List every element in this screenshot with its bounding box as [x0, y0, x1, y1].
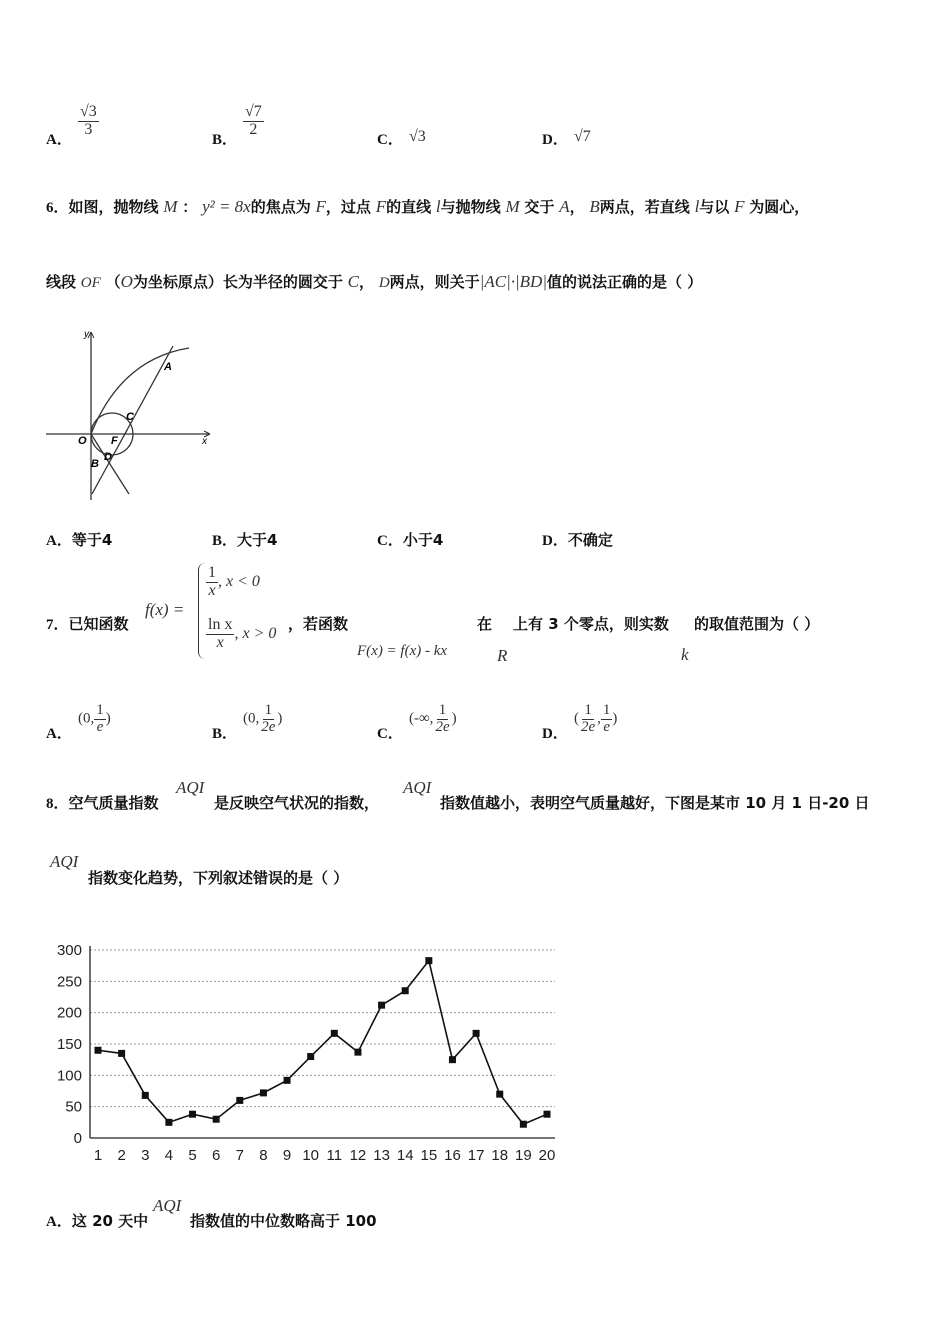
aqi-data-point	[189, 1111, 196, 1118]
q7-text: 上有 3 个零点，则实数	[513, 615, 669, 633]
q6-option-a	[46, 529, 112, 550]
q7-piece1	[206, 565, 260, 600]
frac-den: e	[96, 718, 104, 735]
q5-a-denominator: 3	[84, 120, 93, 138]
q8-option-a	[46, 1210, 148, 1231]
q7-option-c-value	[409, 703, 457, 736]
x-tick-label: 7	[235, 1147, 244, 1164]
y-tick-label: 100	[56, 1067, 82, 1085]
q6-text: ，过点	[325, 198, 371, 216]
x-tick-label: 6	[211, 1147, 221, 1164]
y-tick-label: 300	[56, 942, 82, 959]
x-tick-label: 19	[515, 1147, 532, 1164]
q7-text: ，若函数	[288, 615, 349, 633]
option-label: B．	[212, 533, 238, 549]
frac-den: 2e	[581, 718, 596, 735]
q6-math-M: M	[505, 197, 520, 216]
q7-piece2-condition: , x > 0	[234, 624, 277, 642]
aqi-data-point	[213, 1116, 220, 1123]
frac-num: 1	[264, 702, 273, 718]
interval-right: )	[105, 710, 111, 727]
q8-text: 是反映空气状况的指数，	[214, 794, 380, 812]
q6-line2	[46, 271, 702, 292]
interval-left: (-∞,	[409, 710, 434, 727]
q7-brace	[198, 563, 205, 659]
q8-text: 空气质量指数	[68, 794, 159, 812]
q5-option-c-value: √3	[409, 128, 426, 145]
q7-option-d-label: D．	[542, 726, 568, 742]
q6-math-D: D	[378, 275, 390, 291]
q7-piece1-den: x	[208, 581, 216, 599]
q6-text: 的焦点为	[250, 198, 311, 216]
y-tick-label: 0	[73, 1130, 82, 1147]
aqi-data-point	[284, 1077, 291, 1084]
q7-piece1-condition: , x < 0	[218, 572, 260, 590]
x-tick-label: 10	[302, 1147, 320, 1164]
q6-text: （	[105, 273, 121, 291]
q5-c-radicand: 3	[417, 128, 426, 145]
q7-piece1-num: 1	[208, 564, 216, 581]
label-D: D	[104, 451, 112, 463]
x-tick-label: 4	[164, 1147, 174, 1164]
q6-text: 两点，若直线	[599, 198, 690, 216]
option-label: A．	[46, 533, 72, 549]
label-x: x	[202, 436, 207, 447]
x-tick-label: 17	[467, 1147, 485, 1164]
q7-option-b-label: B．	[212, 726, 238, 742]
q6-text: ，	[359, 273, 375, 291]
q7-option-d-value: ( $\frac{1}{2e}$ , $\frac{1}{e}$ )	[574, 702, 618, 735]
aqi-data-point	[402, 987, 409, 994]
aqi-data-point	[260, 1089, 267, 1096]
label-C: C	[126, 411, 134, 423]
q7-text: 在	[477, 615, 493, 633]
q6-text: 为圆心，	[749, 198, 810, 216]
q5-option-d-label: D．	[542, 132, 568, 148]
x-tick-label: 1	[93, 1147, 103, 1164]
q5-d-radicand: 7	[582, 128, 591, 145]
option-text: 小于4	[402, 531, 444, 549]
x-tick-label: 11	[326, 1147, 343, 1164]
q6-text: 线段	[46, 273, 77, 291]
aqi-data-point	[520, 1121, 527, 1128]
q5-b-radicand: 7	[253, 103, 262, 120]
q6-option-b	[212, 529, 277, 550]
q5-option-a-value: $\frac{√3}{3}$	[80, 103, 97, 138]
y-tick-label: 150	[56, 1036, 82, 1053]
x-tick-label: 20	[538, 1147, 556, 1164]
q6-text: 交于	[524, 198, 555, 216]
q5-option-c-label: C．	[377, 132, 403, 148]
q5-option-a-label: A．	[46, 132, 72, 148]
option-text: 不确定	[567, 531, 613, 549]
q5-option-d-value: √7	[574, 128, 591, 145]
interval-left: (	[574, 710, 579, 727]
q5-option-b-value: $\frac{√7}{2}$	[245, 103, 262, 138]
q8-text: 指数变化趋势，下列叙述错误的是（ ）	[88, 869, 349, 887]
aqi-data-point	[236, 1097, 243, 1104]
aqi-data-point	[354, 1049, 361, 1056]
q8-math-aqi: AQI	[50, 852, 79, 871]
frac-num: 1	[96, 702, 104, 718]
y-tick-label: 250	[56, 973, 82, 991]
x-tick-label: 14	[396, 1147, 414, 1164]
aqi-data-point	[165, 1119, 172, 1126]
option-label: D．	[542, 533, 568, 549]
x-tick-label: 15	[420, 1147, 438, 1164]
y-tick-label: 50	[65, 1098, 82, 1116]
option-text: 这 20 天中	[71, 1212, 149, 1230]
q7-text: 的取值范围为（ ）	[694, 615, 820, 633]
x-tick-label: 8	[259, 1147, 268, 1164]
q6-text: 与以	[699, 198, 730, 216]
aqi-data-point	[473, 1030, 480, 1037]
q5-option-b-label: B．	[212, 132, 238, 148]
parabola-curve	[91, 348, 189, 494]
q6-text: 如图，抛物线	[68, 198, 159, 216]
option-label: A．	[46, 1214, 72, 1230]
q6-math-l: l	[694, 197, 700, 216]
frac-den: e	[603, 718, 610, 735]
option-text: 指数值的中位数略高于 100	[190, 1212, 377, 1230]
q6-option-d	[542, 529, 613, 550]
interval-left: (0,	[243, 710, 260, 727]
q6-math-parabola: y² = 8x	[202, 197, 251, 216]
aqi-line-chart	[40, 940, 570, 1175]
q6-text: ：	[182, 198, 198, 216]
x-tick-label: 16	[444, 1147, 461, 1164]
aqi-data-point	[142, 1092, 149, 1099]
q7-option-c-label: C．	[377, 726, 403, 742]
aqi-data-point	[118, 1050, 125, 1057]
frac-num: 1	[584, 702, 592, 718]
q8-text: 指数值越小，表明空气质量越好，下图是某市 10 月 1 日-20 日	[440, 794, 870, 812]
option-label: C．	[377, 533, 403, 549]
q8-math-aqi: AQI	[176, 778, 205, 797]
q7-piece2-den: x	[216, 633, 224, 651]
q6-text: 的直线	[386, 198, 432, 216]
q7-option-b-value	[243, 703, 282, 736]
q6-text: ，	[569, 198, 585, 216]
interval-right: )	[451, 710, 457, 727]
x-tick-label: 12	[349, 1147, 367, 1164]
q7-math-fx: f(x) =	[145, 600, 185, 619]
q6-math-M: M	[163, 197, 178, 216]
interval-left: (0,	[78, 710, 95, 727]
aqi-data-point	[449, 1056, 456, 1063]
frac-num: 1	[438, 702, 447, 718]
q7-option-a-value	[78, 703, 111, 736]
q6-math-F: F	[315, 197, 326, 216]
aqi-data-point	[496, 1091, 503, 1098]
q6-math-B: B	[589, 197, 600, 216]
aqi-data-point	[544, 1111, 551, 1118]
q8-math-aqi: AQI	[153, 1196, 182, 1215]
q6-math-F: F	[375, 197, 387, 216]
q6-math-O: O	[120, 272, 133, 291]
q6-math-expression: |AC|·|BD|	[479, 272, 547, 291]
x-tick-label: 5	[188, 1147, 197, 1164]
q7-math-R: R	[497, 646, 508, 665]
label-F: F	[111, 435, 118, 447]
q7-math-k: k	[681, 645, 689, 664]
q7-lead	[46, 613, 129, 634]
frac-num: 1	[602, 702, 611, 718]
q7-text: 已知函数	[68, 615, 129, 633]
q8-lead	[46, 792, 159, 813]
q6-line1	[46, 196, 809, 217]
q5-a-radicand: 3	[88, 103, 97, 120]
q7-math-Fx: F(x) = f(x) - kx	[357, 643, 448, 659]
label-y: y	[84, 329, 89, 340]
frac-den: 2e	[261, 718, 276, 735]
y-tick-label: 200	[56, 1004, 82, 1022]
q8-math-aqi: AQI	[403, 778, 432, 797]
label-O: O	[78, 435, 87, 447]
aqi-data-point	[95, 1047, 102, 1054]
q6-text: 两点，则关于	[389, 273, 480, 291]
q6-text: 为坐标原点）长为半径的圆交于	[132, 273, 343, 291]
x-tick-label: 2	[117, 1147, 126, 1164]
q6-math-l: l	[435, 197, 441, 216]
aqi-series-line	[98, 961, 547, 1125]
q6-math-F: F	[734, 197, 745, 216]
aqi-data-point	[378, 1002, 385, 1009]
q8-number: 8．	[46, 796, 69, 812]
q7-number: 7．	[46, 617, 69, 633]
frac-den: 2e	[435, 718, 450, 735]
option-text: 等于4	[71, 531, 113, 549]
x-tick-label: 3	[141, 1147, 150, 1164]
interval-right: )	[612, 710, 618, 727]
label-B: B	[91, 458, 99, 470]
aqi-data-point	[425, 957, 432, 964]
aqi-data-point	[331, 1030, 338, 1037]
q6-option-c	[377, 529, 443, 550]
q6-math-OF: OF	[80, 275, 101, 291]
q5-b-denominator: 2	[249, 120, 258, 138]
q6-text: 值的说法正确的是（ ）	[547, 273, 703, 291]
interval-right: )	[277, 710, 283, 727]
aqi-data-point	[307, 1053, 314, 1060]
q6-math-A: A	[559, 197, 570, 216]
q7-piece2	[206, 617, 276, 652]
q6-math-C: C	[347, 272, 360, 291]
option-text: 大于4	[237, 531, 278, 549]
q7-piece2-num: ln x	[208, 616, 233, 633]
q6-text: 与抛物线	[440, 198, 501, 216]
x-tick-label: 18	[491, 1147, 509, 1164]
q6-number: 6．	[46, 200, 69, 216]
x-tick-label: 9	[282, 1147, 292, 1164]
label-A: A	[164, 361, 172, 373]
q6-figure	[42, 324, 217, 504]
x-tick-label: 13	[373, 1147, 390, 1164]
q7-option-a-label: A．	[46, 726, 72, 742]
